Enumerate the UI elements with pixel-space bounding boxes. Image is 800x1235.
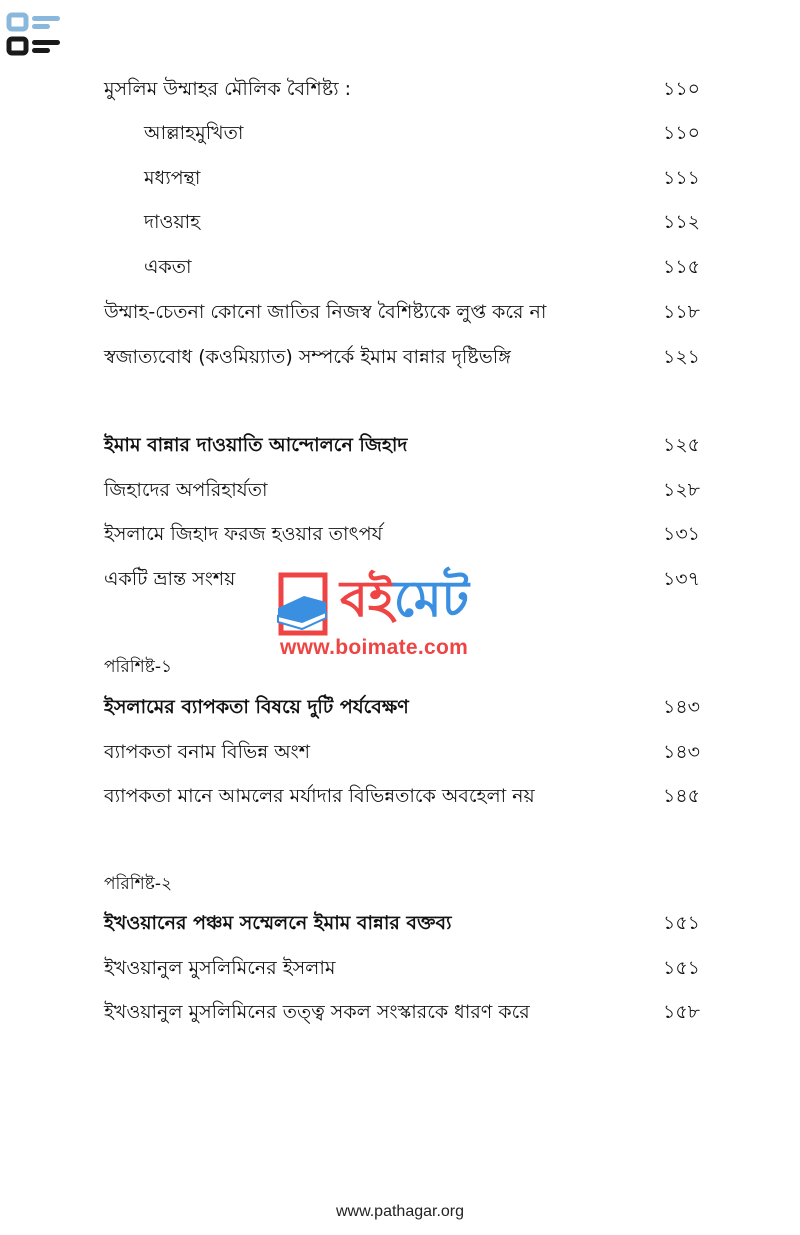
toc-entry-title: স্বজাত্যবোধ (কওমিয়্যাত) সম্পর্কে ইমাম বান্নার দৃষ্টিভঙ্গি bbox=[104, 346, 511, 368]
toc-entry-page: ১২১ bbox=[662, 346, 700, 368]
toc-entry[interactable] bbox=[104, 997, 700, 1027]
toc-entry[interactable] bbox=[104, 118, 700, 148]
toc-entry-title: জিহাদের অপরিহার্যতা bbox=[104, 479, 268, 501]
toc-entry[interactable] bbox=[104, 297, 700, 327]
toc-entry-page: ১৪৩ bbox=[662, 696, 700, 718]
toc-entry-page: ১৩১ bbox=[662, 523, 700, 545]
toc-entry-title: ইসলামের ব্যাপকতা বিষয়ে দুটি পর্যবেক্ষণ bbox=[104, 696, 409, 718]
toc-entry-page: ১৩৭ bbox=[662, 568, 700, 590]
toc-entry-title: ইখওয়ানুল মুসলিমিনের ইসলাম bbox=[104, 957, 336, 979]
toc-entry-title: একতা bbox=[144, 256, 192, 278]
toc-entry-title: মধ্যপন্থা bbox=[144, 167, 201, 189]
watermark-logo bbox=[276, 572, 526, 664]
toc-entry-page: ১১০ bbox=[662, 122, 700, 144]
toc-entry-title: ইসলামে জিহাদ ফরজ হওয়ার তাৎপর্য bbox=[104, 523, 383, 545]
watermark-word-blue: মেট bbox=[393, 570, 469, 628]
toc-entry-page: ১৫৮ bbox=[663, 1001, 700, 1023]
toc-entry-page: ১১৮ bbox=[663, 301, 700, 323]
toc-entry[interactable] bbox=[104, 737, 700, 767]
toc-entry-page: ১১১ bbox=[663, 167, 700, 189]
toc-entry-title: মুসলিম উম্মাহর মৌলিক বৈশিষ্ট্য : bbox=[104, 78, 352, 100]
toc-entry-page: ১১৫ bbox=[663, 256, 700, 278]
toc-entry-title: দাওয়াহ bbox=[144, 211, 201, 233]
toc-entry[interactable] bbox=[104, 430, 700, 460]
appendix-label: পরিশিষ্ট-২ bbox=[104, 874, 173, 894]
toc-entry-title: উম্মাহ-চেতনা কোনো জাতির নিজস্ব বৈশিষ্ট্যকে লুপ্ত করে না bbox=[104, 301, 547, 323]
toc-entry-title: একটি ভ্রান্ত সংশয় bbox=[104, 568, 236, 590]
toc-entry[interactable] bbox=[104, 342, 700, 372]
toc-entry-title: ব্যাপকতা মানে আমলের মর্যাদার বিভিন্নতাকে অবহেলা নয় bbox=[104, 785, 535, 807]
toc-entry[interactable] bbox=[104, 519, 700, 549]
toc-entry-page: ১২৮ bbox=[662, 479, 700, 501]
toc-entry[interactable] bbox=[104, 781, 700, 811]
toc-entry[interactable] bbox=[104, 74, 700, 104]
toc-entry-page: ১৪৫ bbox=[663, 785, 700, 807]
toc-entry-page: ১১২ bbox=[662, 211, 700, 233]
toc-entry[interactable] bbox=[104, 163, 700, 193]
book-icon bbox=[276, 572, 336, 636]
footer-url: www.pathagar.org bbox=[335, 1203, 465, 1220]
toc-entry[interactable] bbox=[104, 475, 700, 505]
watermark-word-red: বই bbox=[340, 570, 394, 628]
appendix-label: পরিশিষ্ট-১ bbox=[104, 657, 173, 677]
toc-entry-title: ইখওয়ানের পঞ্চম সম্মেলনে ইমাম বান্নার বক্তব্য bbox=[104, 912, 452, 934]
toc-entry-title: ইমাম বান্নার দাওয়াতি আন্দোলনে জিহাদ bbox=[104, 434, 408, 456]
toc-entry-page: ১৫১ bbox=[663, 912, 700, 934]
watermark-wordmark bbox=[340, 566, 469, 632]
toc-entry[interactable] bbox=[104, 692, 700, 722]
toc-entry[interactable] bbox=[104, 207, 700, 237]
watermark-url: www.boimate.com bbox=[280, 636, 469, 659]
toc-entry[interactable] bbox=[104, 908, 700, 938]
toc-entry-page: ১৪৩ bbox=[662, 741, 700, 763]
toc-entry-page: ১১০ bbox=[662, 78, 700, 100]
toc-entry-page: ১২৫ bbox=[662, 434, 700, 456]
toc-entry[interactable] bbox=[104, 252, 700, 282]
toc-entry-title: ব্যাপকতা বনাম বিভিন্ন অংশ bbox=[104, 741, 310, 763]
toc-entry-title: ইখওয়ানুল মুসলিমিনের তত্ত্ব সকল সংস্কারকে ধারণ করে bbox=[104, 1001, 530, 1023]
toc-entry-title: আল্লাহমুখিতা bbox=[144, 122, 244, 144]
toc-entry[interactable] bbox=[104, 953, 700, 983]
toc-entry-page: ১৫১ bbox=[663, 957, 700, 979]
